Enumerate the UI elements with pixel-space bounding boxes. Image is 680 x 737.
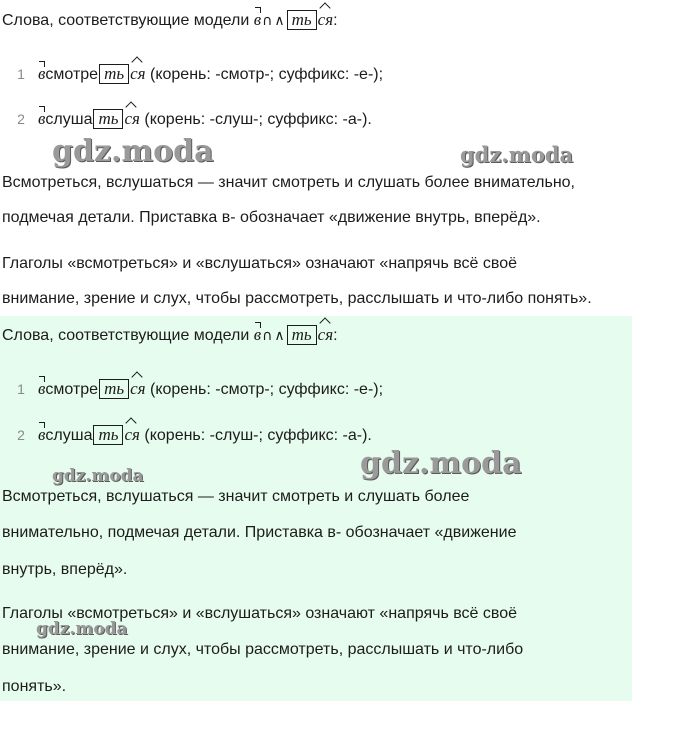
prefix-mark: в bbox=[38, 109, 46, 128]
morpheme-note: (корень: -смотр-; суффикс: -е-); bbox=[149, 66, 384, 83]
prefix-mark: в bbox=[38, 64, 46, 83]
list-item bbox=[38, 425, 372, 446]
answer-section-1 bbox=[0, 0, 680, 316]
word-model bbox=[254, 325, 333, 344]
stem-box: ть bbox=[99, 379, 129, 399]
list-number: 2 bbox=[17, 427, 25, 443]
postfix-mark: ся bbox=[124, 425, 140, 444]
model-intro-line: Слова, соответствующие модели в∩ ∧ ть ся: bbox=[2, 325, 338, 344]
stem-box: ть bbox=[287, 325, 317, 345]
paragraph-line: внимательно, подмечая детали. Приставка в- обозначает «движение bbox=[2, 524, 517, 541]
watermark: gdz.moda bbox=[360, 446, 522, 481]
postfix-mark: ся bbox=[124, 109, 140, 128]
watermark: gdz.moda bbox=[52, 466, 144, 486]
word-root: слуша bbox=[45, 111, 93, 128]
prefix-mark: в bbox=[253, 10, 262, 29]
paragraph-line: внутрь, вперёд». bbox=[2, 561, 128, 578]
stem-box: ть bbox=[93, 109, 123, 129]
postfix-mark: ся bbox=[130, 64, 146, 83]
prefix-mark: в bbox=[38, 379, 46, 398]
list-number: 1 bbox=[17, 381, 25, 397]
answer-section-2 bbox=[0, 316, 632, 701]
suffix-mark: ∧ bbox=[274, 13, 285, 29]
watermark: gdz.moda bbox=[460, 142, 574, 167]
stem-box: ть bbox=[287, 10, 317, 30]
morpheme-note: (корень: -смотр-; суффикс: -е-); bbox=[149, 381, 384, 398]
postfix-mark: ся bbox=[317, 325, 334, 344]
stem-box: ть bbox=[99, 64, 129, 84]
paragraph-line: понять». bbox=[2, 678, 67, 695]
word-root: смотре bbox=[45, 381, 99, 398]
prefix-mark: в bbox=[38, 425, 46, 444]
paragraph-line: Глаголы «всмотреться» и «вслушаться» означают «напрячь всё своё bbox=[2, 605, 518, 622]
model-intro-line: Слова, соответствующие модели в∩ ∧ ть ся: bbox=[2, 10, 338, 29]
postfix-mark: ся bbox=[317, 10, 334, 29]
paragraph-line: подмечая детали. Приставка в- обозначает «движение внутрь, вперёд». bbox=[2, 209, 541, 226]
paragraph-line: Глаголы «всмотреться» и «вслушаться» означают «напрячь всё своё bbox=[2, 255, 518, 272]
list-item bbox=[38, 64, 383, 85]
list-number: 1 bbox=[17, 66, 25, 82]
list-item bbox=[38, 109, 372, 130]
paragraph-line: Всмотреться, вслушаться — значит смотреть и слушать более bbox=[2, 488, 470, 505]
paragraph-line: внимание, зрение и слух, чтобы рассмотреть, расслышать и что-либо bbox=[2, 641, 524, 658]
list-item bbox=[38, 379, 383, 400]
root-mark: ∩ bbox=[262, 13, 273, 29]
word-model bbox=[254, 10, 333, 29]
morpheme-note: (корень: -слуш-; суффикс: -а-). bbox=[144, 111, 372, 128]
postfix-mark: ся bbox=[130, 379, 146, 398]
prefix-mark: в bbox=[253, 325, 262, 344]
word-root: смотре bbox=[45, 66, 99, 83]
watermark: gdz.moda bbox=[36, 619, 128, 639]
watermark: gdz.moda bbox=[52, 134, 214, 169]
paragraph-line: Всмотреться, вслушаться — значит смотреть и слушать более внимательно, bbox=[2, 174, 575, 191]
stem-box: ть bbox=[93, 425, 123, 445]
paragraph-line: внимание, зрение и слух, чтобы рассмотреть, расслышать и что-либо понять». bbox=[2, 290, 592, 307]
morpheme-note: (корень: -слуш-; суффикс: -а-). bbox=[144, 427, 372, 444]
word-root: слуша bbox=[45, 427, 93, 444]
root-mark: ∩ bbox=[262, 328, 273, 344]
list-number: 2 bbox=[17, 111, 25, 127]
suffix-mark: ∧ bbox=[274, 328, 285, 344]
